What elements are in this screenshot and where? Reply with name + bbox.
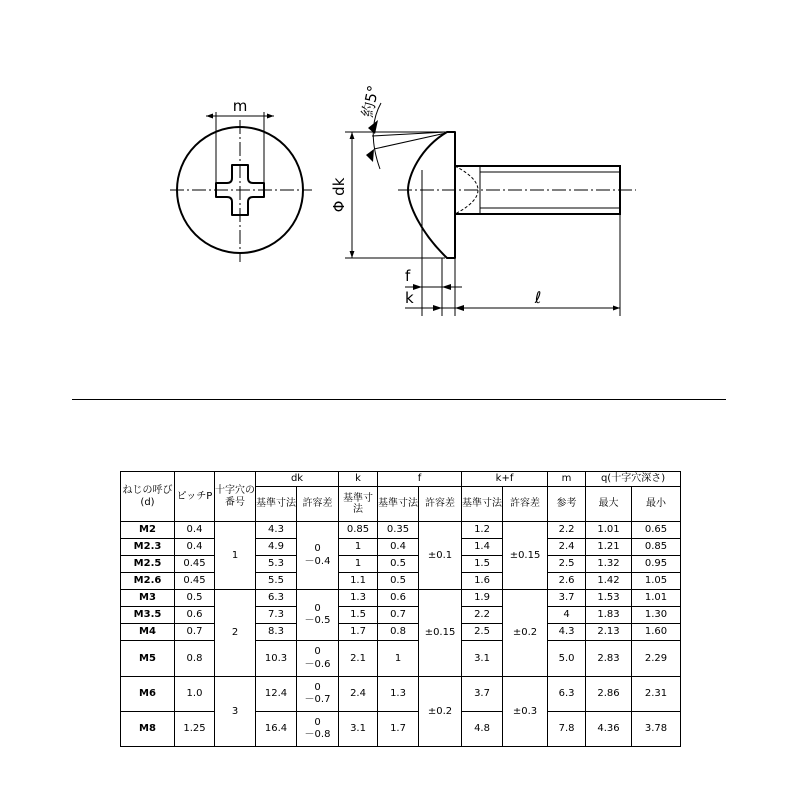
k-arrow-left — [433, 305, 442, 311]
pitch-cell: 0.8 — [175, 641, 215, 677]
kf-cell: 1.9 — [462, 590, 503, 607]
dk-tolerance-cell — [297, 677, 339, 712]
table-row — [121, 590, 681, 607]
header-kf-tolerance: 許容差 — [503, 487, 548, 522]
f-cell: 0.4 — [378, 539, 419, 556]
size-cell: M5 — [121, 641, 175, 677]
dk-cell: 10.3 — [256, 641, 297, 677]
m-cell: 4.3 — [548, 624, 586, 641]
table-row — [121, 573, 681, 590]
pitch-cell: 0.45 — [175, 556, 215, 573]
kf-tolerance-cell: ±0.15 — [503, 522, 548, 590]
dk-tolerance-cell — [297, 590, 339, 641]
k-cell: 1.5 — [339, 607, 378, 624]
dk-cell: 4.9 — [256, 539, 297, 556]
m-cell: 3.7 — [548, 590, 586, 607]
size-cell: M4 — [121, 624, 175, 641]
table-row — [121, 607, 681, 624]
dk-cell: 5.3 — [256, 556, 297, 573]
table-row — [121, 522, 681, 539]
m-cell: 7.8 — [548, 712, 586, 747]
header-f-tolerance: 許容差 — [419, 487, 462, 522]
table-row — [121, 712, 681, 747]
k-cell: 1.3 — [339, 590, 378, 607]
header-f-base: 基準寸法 — [378, 487, 419, 522]
kf-cell: 1.6 — [462, 573, 503, 590]
header-pitch-text: ピッチP — [176, 490, 213, 502]
f-tolerance-cell: ±0.1 — [419, 522, 462, 590]
header-q: q(十字穴深さ) — [586, 472, 681, 487]
k-cell: 1 — [339, 556, 378, 573]
q-min-cell: 3.78 — [632, 712, 681, 747]
header-recess-text: 十字穴の番号 — [215, 485, 255, 508]
header-q-min: 最小 — [632, 487, 681, 522]
kf-tolerance-cell: ±0.3 — [503, 677, 548, 747]
length-label: ℓ — [534, 288, 542, 307]
header-m: m — [548, 472, 586, 487]
screw-side-view — [330, 84, 636, 316]
k-cell: 0.85 — [339, 522, 378, 539]
dk-tolerance-cell — [297, 712, 339, 747]
k-cell: 2.1 — [339, 641, 378, 677]
q-max-cell: 1.83 — [586, 607, 632, 624]
q-min-cell: 1.01 — [632, 590, 681, 607]
tol-upper: 0 — [314, 543, 321, 554]
m-label: m — [232, 97, 248, 115]
header-recess — [215, 472, 256, 522]
header-dk-tolerance: 許容差 — [297, 487, 339, 522]
section-divider — [72, 399, 726, 400]
k-cell: 1.7 — [339, 624, 378, 641]
header-m-reference: 参考 — [548, 487, 586, 522]
f-cell: 1.3 — [378, 677, 419, 712]
kf-cell: 3.7 — [462, 677, 503, 712]
f-cell: 0.5 — [378, 573, 419, 590]
header-pitch — [175, 472, 215, 522]
kf-cell: 2.5 — [462, 624, 503, 641]
q-max-cell: 2.83 — [586, 641, 632, 677]
k-label: k — [405, 289, 414, 307]
dk-cell: 6.3 — [256, 590, 297, 607]
pitch-cell: 0.7 — [175, 624, 215, 641]
tol-lower: －0.7 — [304, 694, 331, 705]
dimension-table — [120, 471, 681, 747]
m-cell: 4 — [548, 607, 586, 624]
tol-lower: －0.8 — [304, 729, 331, 740]
pitch-cell: 1.0 — [175, 677, 215, 712]
tol-upper: 0 — [314, 681, 321, 693]
q-min-cell: 0.65 — [632, 522, 681, 539]
header-k: k — [339, 472, 378, 487]
size-cell: M3.5 — [121, 607, 175, 624]
k-cell: 3.1 — [339, 712, 378, 747]
f-label: f — [405, 267, 411, 285]
header-q-max: 最大 — [586, 487, 632, 522]
f-cell: 0.7 — [378, 607, 419, 624]
dk-cell: 8.3 — [256, 624, 297, 641]
f-cell: 0.35 — [378, 522, 419, 539]
f-cell: 0.5 — [378, 556, 419, 573]
f-cell: 1 — [378, 641, 419, 677]
k-cell: 1.1 — [339, 573, 378, 590]
f-cell: 1.7 — [378, 712, 419, 747]
f-tolerance-cell: ±0.15 — [419, 590, 462, 677]
f-cell: 0.6 — [378, 590, 419, 607]
header-size-text: ねじの呼び(d) — [122, 485, 173, 508]
q-max-cell: 1.42 — [586, 573, 632, 590]
angle-arrow-lower — [366, 149, 374, 162]
q-max-cell: 1.32 — [586, 556, 632, 573]
q-min-cell: 2.29 — [632, 641, 681, 677]
f-arrow-right — [442, 284, 451, 290]
k-cell: 2.4 — [339, 677, 378, 712]
tol-lower: －0.6 — [304, 658, 331, 670]
head-side-outline — [408, 132, 455, 258]
dk-tolerance-cell — [297, 641, 339, 677]
f-tolerance-cell: ±0.2 — [419, 677, 462, 747]
table-row — [121, 539, 681, 556]
q-max-cell: 2.86 — [586, 677, 632, 712]
size-cell: M2.3 — [121, 539, 175, 556]
pitch-cell: 0.4 — [175, 522, 215, 539]
header-k-base: 基準寸法 — [339, 487, 378, 522]
dk-cell: 5.5 — [256, 573, 297, 590]
size-cell: M2.5 — [121, 556, 175, 573]
tol-upper: 0 — [314, 716, 321, 728]
recess-cell: 2 — [215, 590, 256, 677]
kf-tolerance-cell: ±0.2 — [503, 590, 548, 677]
tol-lower: －0.4 — [304, 555, 331, 567]
size-cell: M6 — [121, 677, 175, 712]
f-cell: 0.8 — [378, 624, 419, 641]
size-cell: M3 — [121, 590, 175, 607]
q-min-cell: 1.30 — [632, 607, 681, 624]
q-min-cell: 2.31 — [632, 677, 681, 712]
q-min-cell: 1.05 — [632, 573, 681, 590]
recess-cell: 1 — [215, 522, 256, 590]
header-kf-base: 基準寸法 — [462, 487, 503, 522]
q-max-cell: 1.21 — [586, 539, 632, 556]
m-cell: 2.6 — [548, 573, 586, 590]
m-cell: 2.4 — [548, 539, 586, 556]
dk-cell: 4.3 — [256, 522, 297, 539]
q-max-cell: 4.36 — [586, 712, 632, 747]
tol-upper: 0 — [314, 602, 321, 614]
q-max-cell: 1.53 — [586, 590, 632, 607]
k-cell: 1 — [339, 539, 378, 556]
q-max-cell: 2.13 — [586, 624, 632, 641]
dk-cell: 7.3 — [256, 607, 297, 624]
m-cell: 5.0 — [548, 641, 586, 677]
recess-cell: 3 — [215, 677, 256, 747]
table-row — [121, 556, 681, 573]
q-min-cell: 1.60 — [632, 624, 681, 641]
table-row — [121, 624, 681, 641]
size-cell: M2 — [121, 522, 175, 539]
kf-cell: 4.8 — [462, 712, 503, 747]
header-f: f — [378, 472, 462, 487]
angle-label: 約5° — [358, 83, 383, 119]
f-arrow-left — [413, 284, 422, 290]
pitch-cell: 0.6 — [175, 607, 215, 624]
kf-cell: 3.1 — [462, 641, 503, 677]
dk-cell: 16.4 — [256, 712, 297, 747]
q-min-cell: 0.95 — [632, 556, 681, 573]
pitch-cell: 1.25 — [175, 712, 215, 747]
tol-upper: 0 — [314, 646, 321, 657]
header-size — [121, 472, 175, 522]
tol-lower: －0.5 — [304, 615, 331, 626]
header-dk-base: 基準寸法 — [256, 487, 297, 522]
kf-cell: 1.4 — [462, 539, 503, 556]
q-max-cell: 1.01 — [586, 522, 632, 539]
size-cell: M2.6 — [121, 573, 175, 590]
m-cell: 2.5 — [548, 556, 586, 573]
m-cell: 6.3 — [548, 677, 586, 712]
pitch-cell: 0.45 — [175, 573, 215, 590]
table-row — [121, 641, 681, 677]
m-cell: 2.2 — [548, 522, 586, 539]
header-dk: dk — [256, 472, 339, 487]
pitch-cell: 0.4 — [175, 539, 215, 556]
size-cell: M8 — [121, 712, 175, 747]
q-min-cell: 0.85 — [632, 539, 681, 556]
pitch-cell: 0.5 — [175, 590, 215, 607]
dk-label: Φ dk — [330, 177, 348, 213]
dk-cell: 12.4 — [256, 677, 297, 712]
kf-cell: 1.2 — [462, 522, 503, 539]
kf-cell: 1.5 — [462, 556, 503, 573]
head-top-view — [170, 97, 312, 262]
table-row — [121, 677, 681, 712]
kf-cell: 2.2 — [462, 607, 503, 624]
header-kf: k+f — [462, 472, 548, 487]
dk-tolerance-cell — [297, 522, 339, 590]
